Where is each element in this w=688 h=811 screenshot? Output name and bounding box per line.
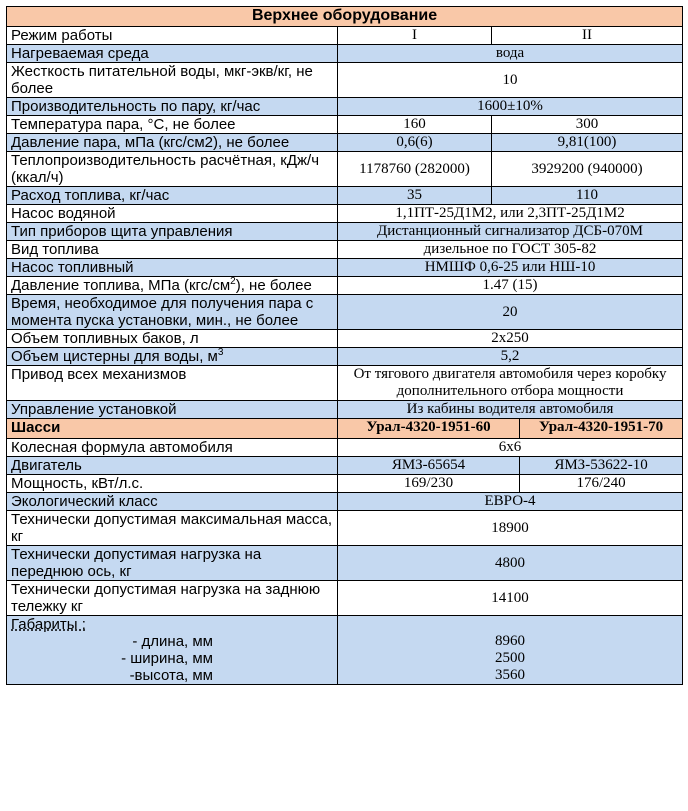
dimensions-label: Габариты :: [11, 616, 86, 633]
dimensions-labels: [7, 616, 338, 685]
table-row: [7, 223, 683, 241]
row-label: Время, необходимое для получения пара с момента пуска установки, мин., не более: [7, 295, 338, 330]
value-1: 0,6(6): [338, 134, 492, 152]
table-title: Верхнее оборудование: [7, 7, 683, 27]
row-label: Вид топлива: [7, 241, 338, 259]
row-value: 4800: [338, 546, 683, 581]
row-label: Тип приборов щита управления: [7, 223, 338, 241]
value-2: 176/240: [520, 475, 683, 493]
table-row: [7, 581, 683, 616]
height-label: -высота, мм: [129, 667, 213, 684]
value-1: 1178760 (282000): [338, 152, 492, 187]
width-label: - ширина, мм: [121, 650, 213, 667]
table-row: [7, 546, 683, 581]
row-label: Колесная формула автомобиля: [7, 439, 338, 457]
row-label: Жесткость питательной воды, мкг-экв/кг, не более: [7, 63, 338, 98]
length-label: - длина, мм: [132, 633, 213, 650]
row-value: 1.47 (15): [338, 277, 683, 295]
row-label: Теплопроизводительность расчётная, кДж/ч (ккал/ч): [7, 152, 338, 187]
chassis-header-row: [7, 419, 683, 439]
length-value: 8960: [495, 633, 526, 649]
chassis-label: Шасси: [7, 419, 338, 439]
table-row: [7, 63, 683, 98]
value-1: ЯМЗ-65654: [338, 457, 520, 475]
table-row: [7, 45, 683, 63]
row-value: Из кабины водителя автомобиля: [338, 401, 683, 419]
table-row: [7, 330, 683, 348]
row-label: [7, 277, 338, 295]
row-value: 14100: [338, 581, 683, 616]
row-value: 6х6: [338, 439, 683, 457]
row-label: Технически допустимая нагрузка на заднюю тележку кг: [7, 581, 338, 616]
value-2: 300: [492, 116, 683, 134]
row-label: Температура пара, °С, не более: [7, 116, 338, 134]
row-value: 1,1ПТ-25Д1М2, или 2,3ПТ-25Д1М2: [338, 205, 683, 223]
table-row: [7, 98, 683, 116]
table-row: [7, 277, 683, 295]
row-value: вода: [338, 45, 683, 63]
row-label: Насос топливный: [7, 259, 338, 277]
table-row: [7, 152, 683, 187]
label-part: ), не более: [235, 277, 312, 294]
table-row: [7, 475, 683, 493]
table-row: [7, 27, 683, 45]
row-value: Дистанционный сигнализатор ДСБ-070М: [338, 223, 683, 241]
spec-table: [6, 6, 683, 685]
table-row: [7, 439, 683, 457]
dimensions-row: [7, 616, 683, 685]
value-2: 110: [492, 187, 683, 205]
row-label: Производительность по пару, кг/час: [7, 98, 338, 116]
row-value: 20: [338, 295, 683, 330]
row-label: Управление установкой: [7, 401, 338, 419]
row-label: Технически допустимая нагрузка на переднюю ось, кг: [7, 546, 338, 581]
row-label: Расход топлива, кг/час: [7, 187, 338, 205]
value-1: 160: [338, 116, 492, 134]
row-value: 18900: [338, 511, 683, 546]
value-2: 3929200 (940000): [492, 152, 683, 187]
table-row: [7, 205, 683, 223]
value-1: 35: [338, 187, 492, 205]
row-value: 2х250: [338, 330, 683, 348]
table-row: [7, 348, 683, 366]
row-value: дизельное по ГОСТ 305-82: [338, 241, 683, 259]
row-label: Объем топливных баков, л: [7, 330, 338, 348]
width-value: 2500: [495, 650, 526, 666]
label-part: Давление топлива, МПа (кгс/см: [11, 277, 231, 294]
table-row: [7, 259, 683, 277]
row-value: ЕВРО-4: [338, 493, 683, 511]
row-value: 1600±10%: [338, 98, 683, 116]
value-2: 9,81(100): [492, 134, 683, 152]
dimensions-values: [338, 616, 683, 685]
table-row: [7, 241, 683, 259]
row-label: Экологический класс: [7, 493, 338, 511]
row-label: Насос водяной: [7, 205, 338, 223]
mode-2: II: [492, 27, 683, 45]
table-row: [7, 401, 683, 419]
chassis-model-1: Урал-4320-1951-60: [338, 419, 520, 439]
row-value: НМШФ 0,6-25 или НШ-10: [338, 259, 683, 277]
row-value: 10: [338, 63, 683, 98]
row-label: Двигатель: [7, 457, 338, 475]
row-label: Привод всех механизмов: [7, 366, 338, 401]
table-row: [7, 116, 683, 134]
table-header-row: [7, 7, 683, 27]
label-sup: 3: [217, 347, 224, 358]
table-row: [7, 187, 683, 205]
label-part: Объем цистерны для воды, м: [11, 348, 218, 365]
row-label: Технически допустимая максимальная масса, кг: [7, 511, 338, 546]
table-row: [7, 134, 683, 152]
row-value: От тягового двигателя автомобиля через коробку дополнительного отбора мощности: [338, 366, 683, 401]
value-2: ЯМЗ-53622-10: [520, 457, 683, 475]
row-label: Мощность, кВт/л.с.: [7, 475, 338, 493]
row-value: 5,2: [338, 348, 683, 366]
mode-1: I: [338, 27, 492, 45]
table-row: [7, 493, 683, 511]
table-row: [7, 457, 683, 475]
table-row: [7, 295, 683, 330]
row-label: Нагреваемая среда: [7, 45, 338, 63]
label-sup: 2: [230, 276, 236, 287]
chassis-model-2: Урал-4320-1951-70: [520, 419, 683, 439]
row-label: Давление пара, мПа (кгс/см2), не более: [7, 134, 338, 152]
height-value: 3560: [495, 667, 526, 683]
row-label: [7, 348, 338, 366]
value-1: 169/230: [338, 475, 520, 493]
table-row: [7, 511, 683, 546]
row-label: Режим работы: [7, 27, 338, 45]
table-row: [7, 366, 683, 401]
